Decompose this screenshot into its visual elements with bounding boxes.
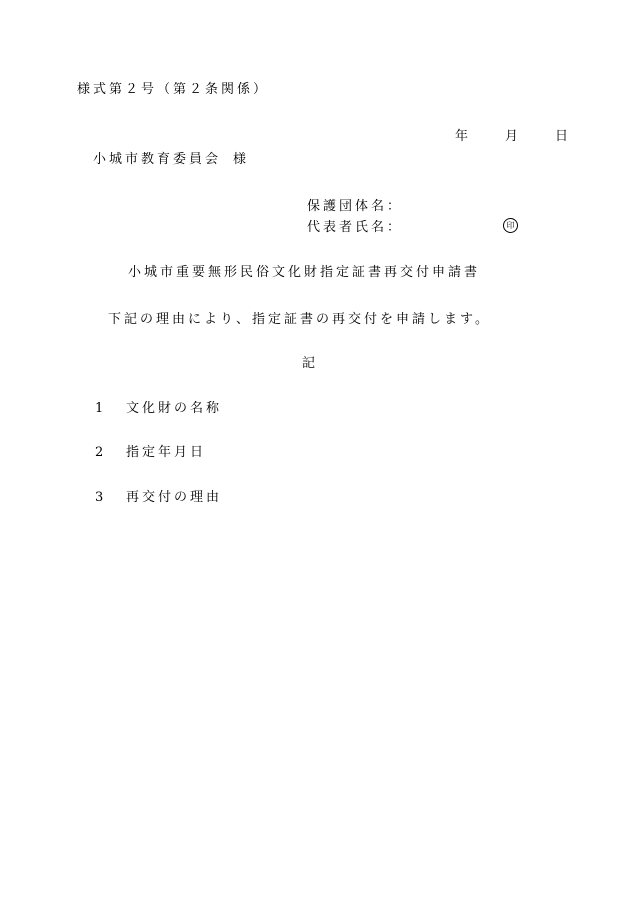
form-number: 様式第２号（第２条関係） [77, 82, 270, 97]
item-label: 指定年月日 [126, 445, 207, 460]
addressee-name: 小城市教育委員会 [93, 152, 222, 167]
list-item [95, 401, 222, 417]
ki-label: 記 [302, 356, 316, 371]
seal-icon: 印 [503, 218, 518, 233]
item-number: 1 [95, 401, 104, 416]
list-item [95, 445, 206, 461]
month-label: 月 [505, 129, 519, 144]
day-label: 日 [555, 129, 569, 144]
item-number: 3 [95, 490, 104, 505]
rep-name-label: 代表者氏名： [307, 220, 404, 235]
statement: 下記の理由により、指定証書の再交付を申請します。 [108, 312, 491, 327]
year-label: 年 [455, 129, 469, 144]
list-item [95, 490, 222, 506]
document-title: 小城市重要無形民俗文化財指定証書再交付申請書 [128, 265, 481, 280]
item-number: 2 [95, 445, 104, 460]
item-label: 再交付の理由 [126, 490, 223, 505]
addressee [93, 152, 249, 168]
org-name-label: 保護団体名： [307, 199, 404, 214]
item-label: 文化財の名称 [126, 401, 223, 416]
addressee-honorific: 様 [233, 152, 250, 167]
date-row [455, 129, 568, 145]
